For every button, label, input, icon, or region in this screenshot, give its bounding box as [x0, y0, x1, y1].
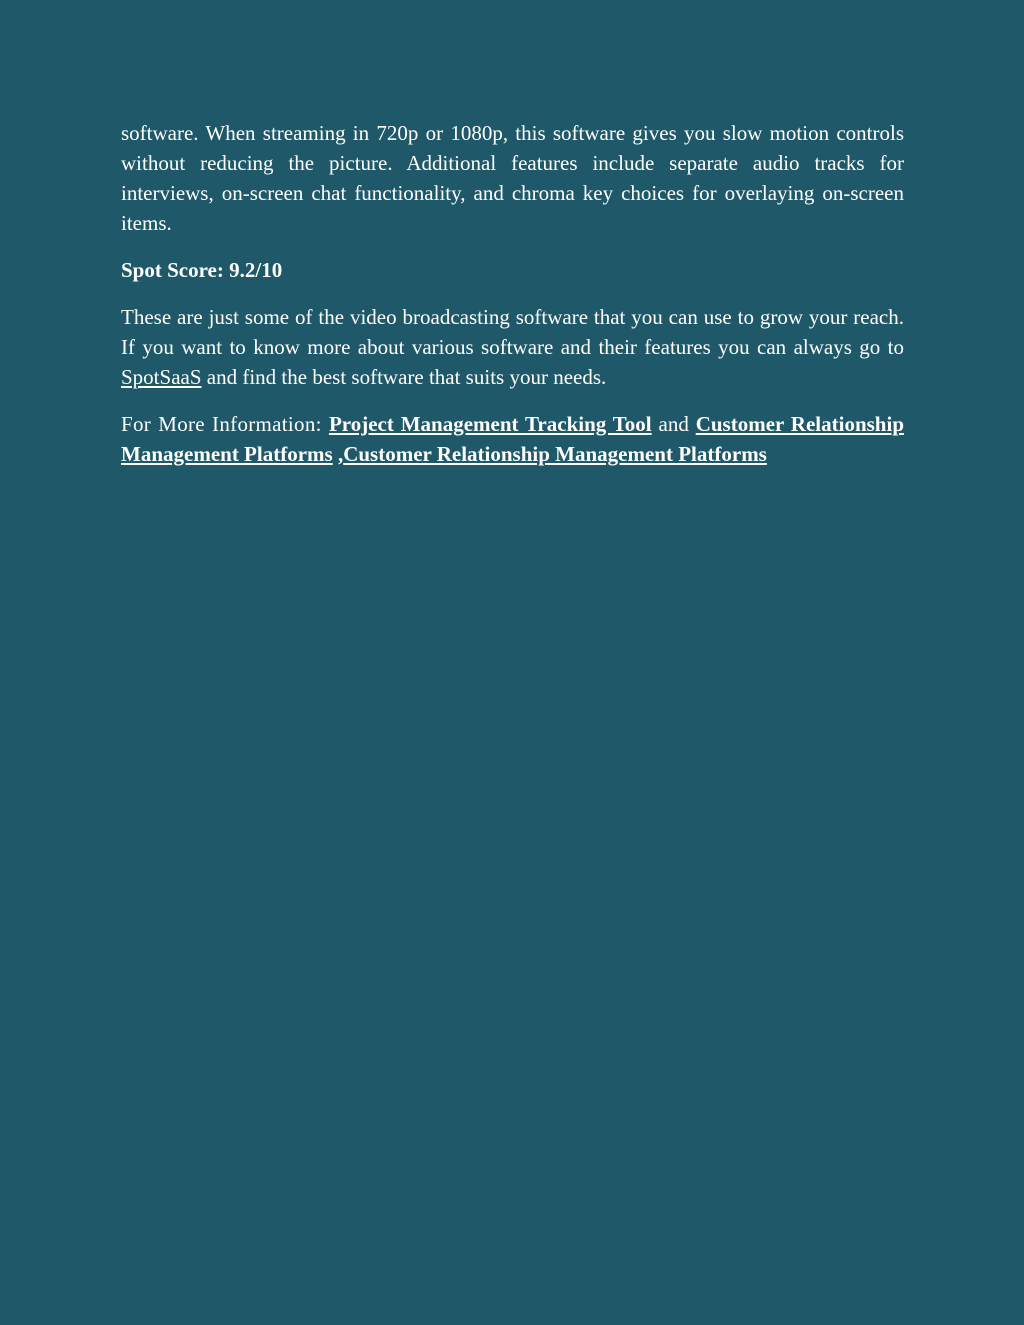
project-management-tracking-tool-link[interactable]: Project Management Tracking Tool — [328, 412, 652, 436]
paragraph-summary-text-after: and find the best software that suits your needs. — [201, 365, 607, 389]
paragraph-summary — [121, 302, 904, 392]
paragraph-software-features: software. When streaming in 720p or 1080p, this software gives you slow motion controls without reducing the picture. Additional features include separate audio tracks for interviews, on-screen chat functionality, and chroma key choices for overlaying on-screen items. — [121, 121, 904, 235]
spot-score: Spot Score: 9.2/10 — [121, 258, 283, 282]
spotsaas-link[interactable]: SpotSaaS — [121, 365, 202, 389]
comma-separator: , — [332, 442, 344, 466]
more-information — [121, 409, 904, 469]
more-info-label: For More Information: — [121, 412, 329, 436]
crm-platforms-link-1[interactable]: Customer Relationship Management Platforms — [121, 412, 904, 466]
crm-platforms-link-2[interactable]: Customer Relationship Management Platforms — [343, 442, 767, 466]
and-text: and — [651, 412, 696, 436]
paragraph-summary-text-before: These are just some of the video broadcasting software that you can use to grow your reach. If you want to know more about various software and their features you can always go to — [121, 305, 904, 359]
document-body — [121, 118, 904, 469]
